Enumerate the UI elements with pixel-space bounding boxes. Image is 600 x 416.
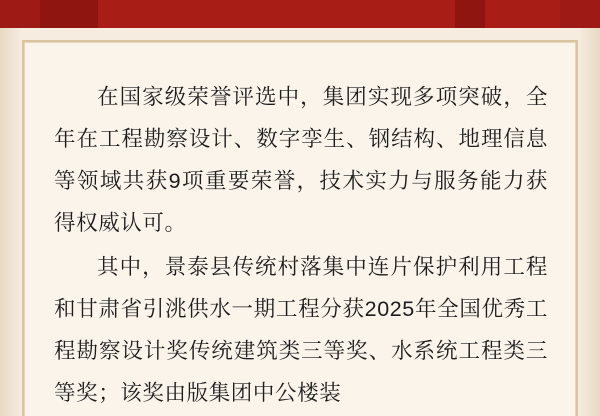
document-body <box>54 76 548 416</box>
document-card <box>22 40 578 416</box>
paragraph: 在国家级荣誉评选中，集团实现多项突破，全年在工程勘察设计、数字孪生、钢结构、地理信息等领域共获9项重要荣誉，技术实力与服务能力获得权威认可。 <box>54 85 548 235</box>
top-red-banner <box>0 0 600 28</box>
banner-accent-left <box>40 0 98 28</box>
page-right-edge <box>578 28 600 416</box>
banner-accent-right <box>455 0 485 28</box>
paragraph: 其中，景泰县传统村落集中连片保护利用工程和甘肃省引洮供水一期工程分获2025年全国优秀工程勘察设计奖传统建筑类三等奖、水系统工程类三等奖；该奖由版集团中公楼装 <box>54 255 548 405</box>
page-left-edge <box>0 28 22 416</box>
